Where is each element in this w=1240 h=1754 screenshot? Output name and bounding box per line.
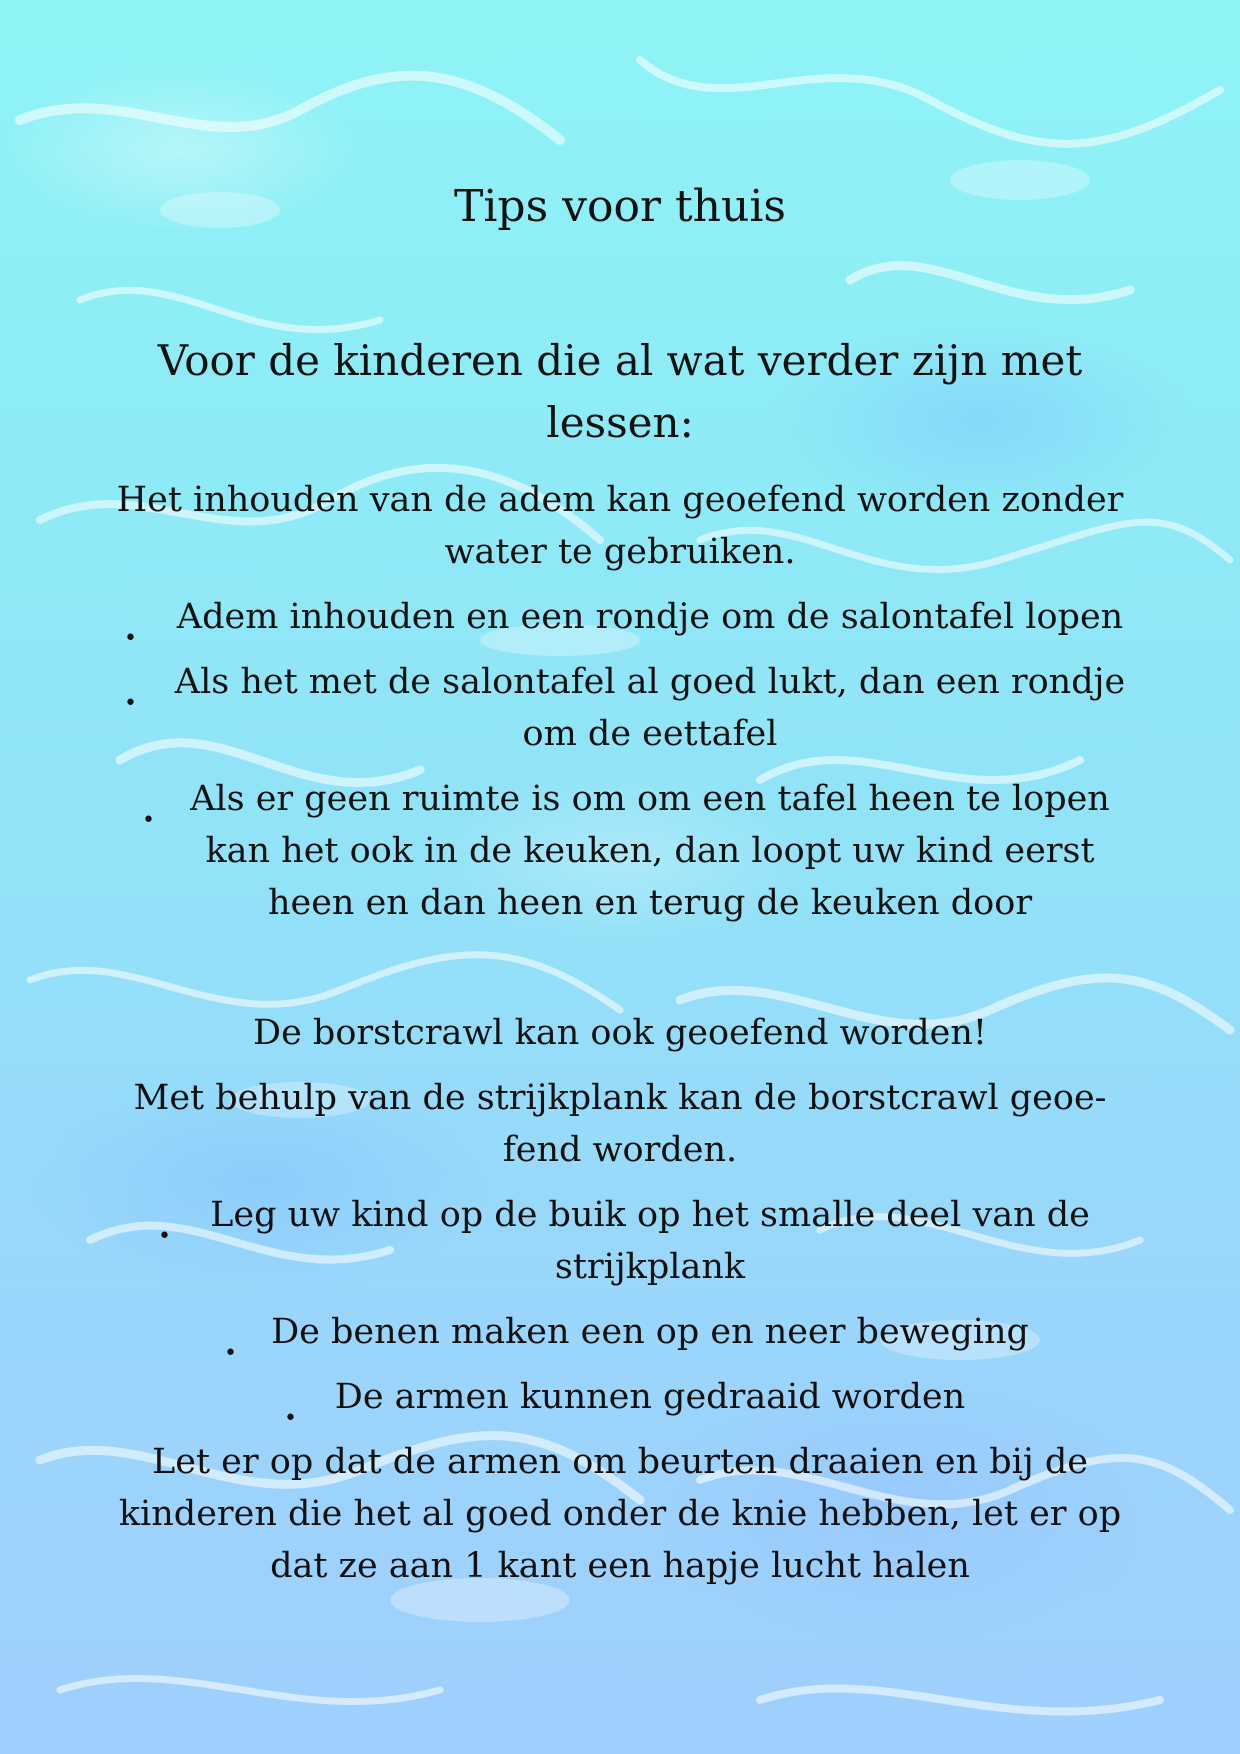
intro-breath-holding: Het inhouden van de adem kan geoefend worden zonder <box>116 480 1124 521</box>
list-item-keuken-cont2: heen en dan heen en terug de keuken door <box>267 883 1033 924</box>
list-item-eettafel: Als het met de salontafel al goed lukt, dan een rondje <box>174 662 1126 703</box>
list-item-keuken-cont: kan het ook in de keuken, dan loopt uw kind eerst <box>205 831 1095 872</box>
closing-tip: Let er op dat de armen om beurten draaien en bij de <box>152 1442 1088 1483</box>
list-item-buik: Leg uw kind op de buik op het smalle deel van de <box>210 1195 1090 1236</box>
list-item-benen: De benen maken een op en neer beweging <box>271 1312 1029 1353</box>
bullet-marker: • <box>284 1406 297 1431</box>
closing-tip-cont: kinderen die het al goed onder de knie hebben, let er op <box>118 1494 1122 1535</box>
section-heading-advanced-kids-cont: lessen: <box>546 398 694 448</box>
intro-strijkplank-cont: fend worden. <box>502 1130 738 1171</box>
intro-strijkplank: Met behulp van de strijkplank kan de borstcrawl geoe- <box>133 1078 1107 1119</box>
list-item-salontafel: Adem inhouden en een rondje om de salontafel lopen <box>176 597 1124 638</box>
list-item-buik-cont: strijkplank <box>554 1247 746 1288</box>
intro-breath-holding-cont: water te gebruiken. <box>444 532 796 573</box>
bullet-marker: • <box>124 691 137 716</box>
section-heading-borstcrawl: De borstcrawl kan ook geoefend worden! <box>253 1013 987 1054</box>
page-title: Tips voor thuis <box>453 180 787 232</box>
closing-tip-cont2: dat ze aan 1 kant een hapje lucht halen <box>270 1546 970 1587</box>
bullet-marker: • <box>124 626 137 651</box>
bullet-marker: • <box>224 1341 237 1366</box>
list-item-eettafel-cont: om de eettafel <box>522 714 778 755</box>
list-item-keuken: Als er geen ruimte is om om een tafel heen te lopen <box>190 779 1110 820</box>
bullet-marker: • <box>158 1224 171 1249</box>
list-item-armen: De armen kunnen gedraaid worden <box>334 1377 966 1418</box>
section-heading-advanced-kids: Voor de kinderen die al wat verder zijn met <box>157 336 1083 386</box>
bullet-marker: • <box>142 808 155 833</box>
